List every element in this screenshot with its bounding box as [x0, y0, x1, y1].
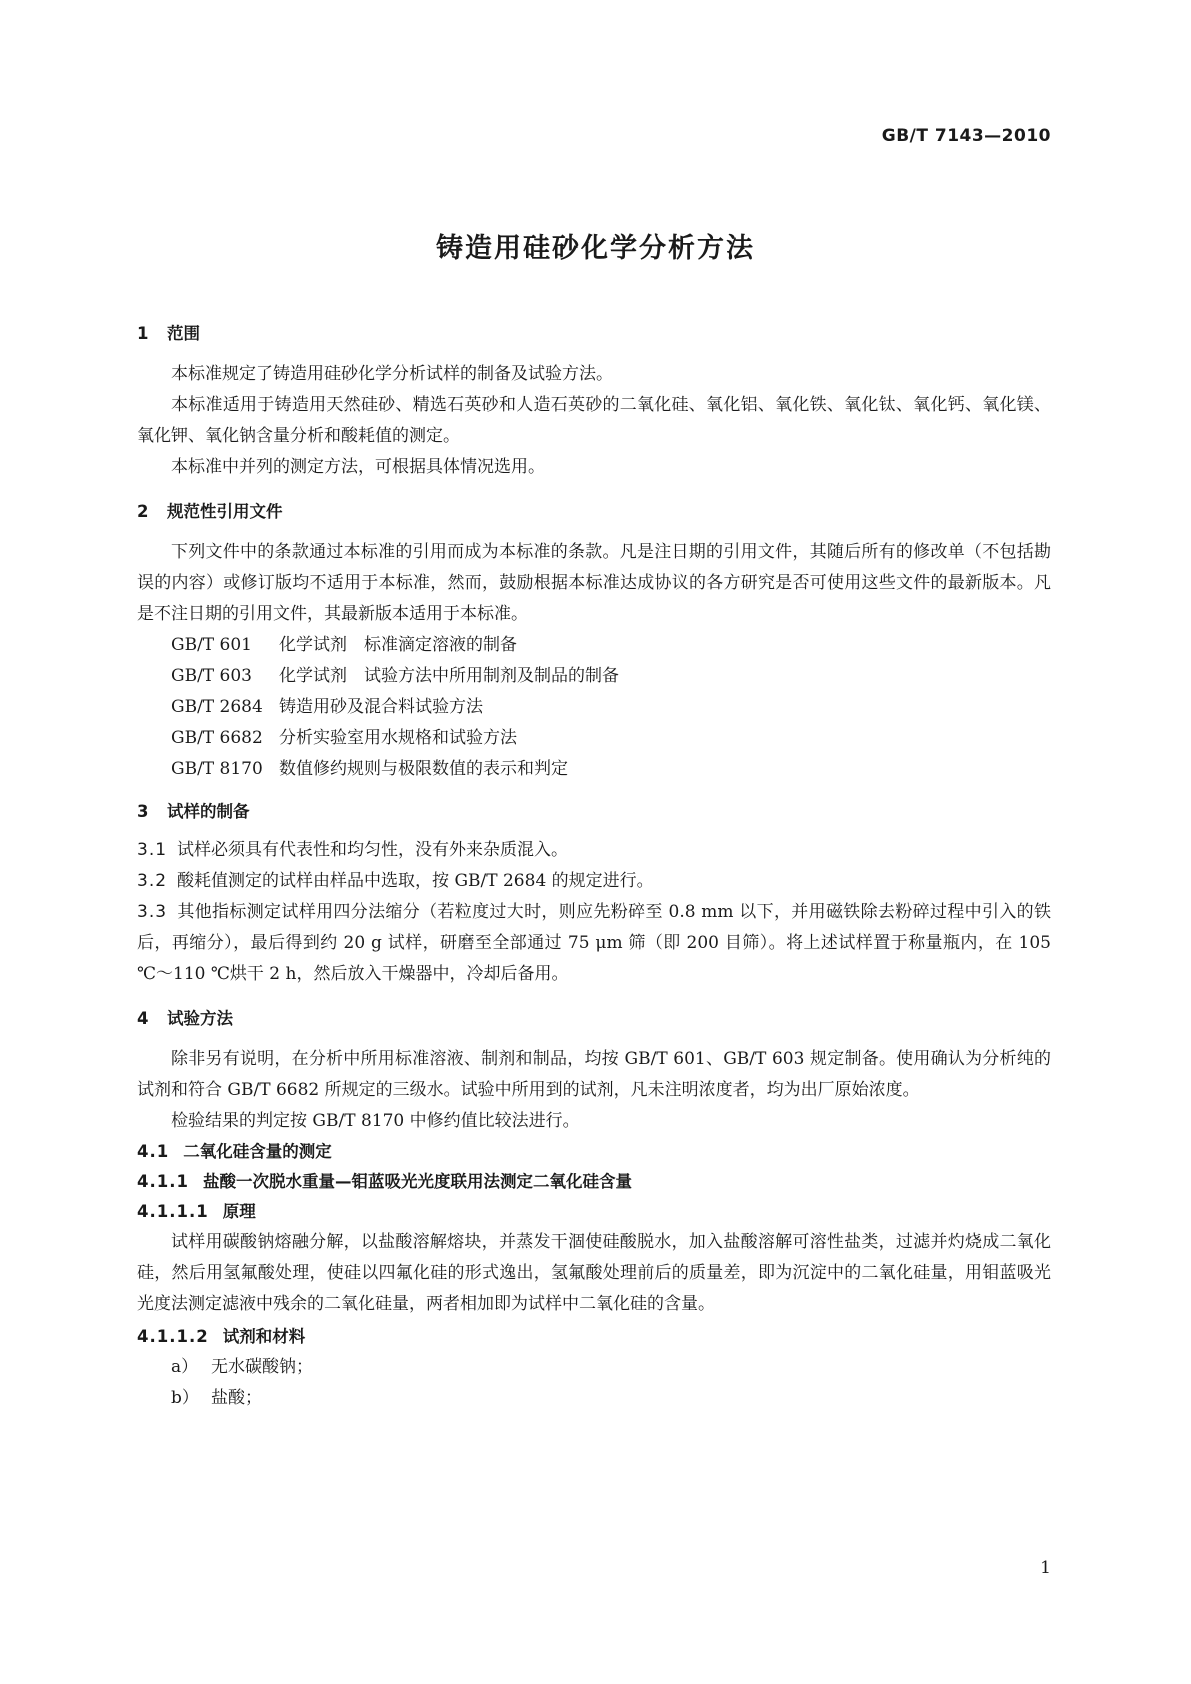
section-number: 1: [137, 324, 149, 343]
clause: [137, 897, 1051, 990]
section-4-heading: [137, 1008, 1051, 1030]
clause-number: 3.2: [137, 871, 168, 891]
paragraph: 试样用碳酸钠熔融分解，以盐酸溶解熔块，并蒸发干涸使硅酸脱水，加入盐酸溶解可溶性盐类，过滤并灼烧成二氧化硅，然后用氢氟酸处理，使硅以四氟化硅的形式逸出，氢氟酸处理前后的质量差，即为沉淀中的二氧化硅量，用钼蓝吸光光度法测定滤液中残余的二氧化硅量，两者相加即为试样中二氧化硅的含量。: [137, 1232, 1051, 1314]
reference-item: [137, 754, 1051, 785]
reference-title: 铸造用砂及混合料试验方法: [279, 697, 483, 717]
page-number: 1: [1040, 1558, 1051, 1578]
clause-text: 酸耗值测定的试样由样品中选取，按 GB/T 2684 的规定进行。: [177, 871, 654, 891]
reference-code: GB/T 601: [171, 635, 252, 655]
section-number: 3: [137, 802, 149, 821]
list-item: [137, 1352, 1051, 1383]
section-title: 试验方法: [167, 1009, 233, 1028]
document-body: [137, 323, 1051, 1414]
reference-code: GB/T 2684: [171, 697, 263, 717]
reference-item: [137, 630, 1051, 661]
standard-code: GB/T 7143—2010: [881, 126, 1051, 146]
subsection-title: 试剂和材料: [222, 1327, 306, 1346]
subsection-4-1-1-2-heading: [137, 1322, 1051, 1352]
paragraph: 下列文件中的条款通过本标准的引用而成为本标准的条款。凡是注日期的引用文件，其随后所有的修改单（不包括勘误的内容）或修订版均不适用于本标准，然而，鼓励根据本标准达成协议的各方研究是否可使用这些文件的最新版本。凡是不注日期的引用文件，其最新版本适用于本标准。: [137, 542, 1051, 624]
subsection-title: 原理: [222, 1202, 256, 1221]
reference-code: GB/T 8170: [171, 759, 263, 779]
section-title: 试样的制备: [167, 802, 250, 821]
reference-item: [137, 661, 1051, 692]
clause-text: 试样必须具有代表性和均匀性，没有外来杂质混入。: [177, 840, 569, 860]
subsection-number: 4.1.1.2: [137, 1327, 209, 1346]
section-number: 2: [137, 502, 149, 521]
reference-title: 化学试剂 试验方法中所用制剂及制品的制备: [279, 666, 619, 686]
reference-title: 数值修约规则与极限数值的表示和判定: [279, 759, 568, 779]
reference-item: [137, 723, 1051, 754]
reference-list: [137, 630, 1051, 785]
paragraph: 本标准适用于铸造用天然硅砂、精选石英砂和人造石英砂的二氧化硅、氧化铝、氧化铁、氧化钛、氧化钙、氧化镁、氧化钾、氧化钠含量分析和酸耗值的测定。: [137, 395, 1051, 446]
reference-title: 化学试剂 标准滴定溶液的制备: [279, 635, 517, 655]
document-title: 铸造用硅砂化学分析方法: [436, 233, 755, 264]
list-text: 无水碳酸钠；: [211, 1357, 313, 1377]
subsection-number: 4.1: [137, 1142, 170, 1161]
paragraph: 除非另有说明，在分析中所用标准溶液、制剂和制品，均按 GB/T 601、GB/T 603 规定制备。使用确认为分析纯的试剂和符合 GB/T 6682 所规定的三级水。试验中所用到的试剂，凡未注明浓度者，均为出厂原始浓度。: [137, 1049, 1051, 1100]
clause: [137, 866, 1051, 897]
paragraph: 本标准中并列的测定方法，可根据具体情况选用。: [171, 457, 545, 477]
list-item: [137, 1383, 1051, 1414]
subsection-number: 4.1.1.1: [137, 1202, 209, 1221]
list-marker: b）: [171, 1388, 199, 1408]
section-title: 规范性引用文件: [167, 502, 283, 521]
reference-item: [137, 692, 1051, 723]
subsection-number: 4.1.1: [137, 1172, 189, 1191]
list-text: 盐酸；: [211, 1388, 262, 1408]
list-marker: a）: [171, 1357, 199, 1377]
subsection-4-1-heading: [137, 1137, 1051, 1167]
section-3-heading: [137, 801, 1051, 823]
section-number: 4: [137, 1009, 149, 1028]
paragraph: 检验结果的判定按 GB/T 8170 中修约值比较法进行。: [171, 1111, 580, 1131]
section-1-heading: [137, 323, 1051, 345]
reference-code: GB/T 603: [171, 666, 252, 686]
paragraph: 本标准规定了铸造用硅砂化学分析试样的制备及试验方法。: [171, 364, 613, 384]
subsection-title: 盐酸一次脱水重量—钼蓝吸光光度联用法测定二氧化硅含量: [202, 1172, 632, 1191]
clause: [137, 835, 1051, 866]
clause-number: 3.3: [137, 902, 168, 922]
reference-title: 分析实验室用水规格和试验方法: [279, 728, 517, 748]
subsection-title: 二氧化硅含量的测定: [183, 1142, 332, 1161]
subsection-4-1-1-1-heading: [137, 1197, 1051, 1227]
clause-number: 3.1: [137, 840, 168, 860]
clause-text: 其他指标测定试样用四分法缩分（若粒度过大时，则应先粉碎至 0.8 mm 以下，并用磁铁除去粉碎过程中引入的铁后，再缩分），最后得到约 20 g 试样，研磨至全部通过 75 μm 筛（即 200 目筛）。将上述试样置于称量瓶内，在 105 ℃～110 ℃烘干 2 h，然后放入干燥器中，冷却后备用。: [137, 902, 1051, 984]
section-title: 范围: [167, 324, 200, 343]
section-2-heading: [137, 501, 1051, 523]
reference-code: GB/T 6682: [171, 728, 263, 748]
subsection-4-1-1-heading: [137, 1167, 1051, 1197]
